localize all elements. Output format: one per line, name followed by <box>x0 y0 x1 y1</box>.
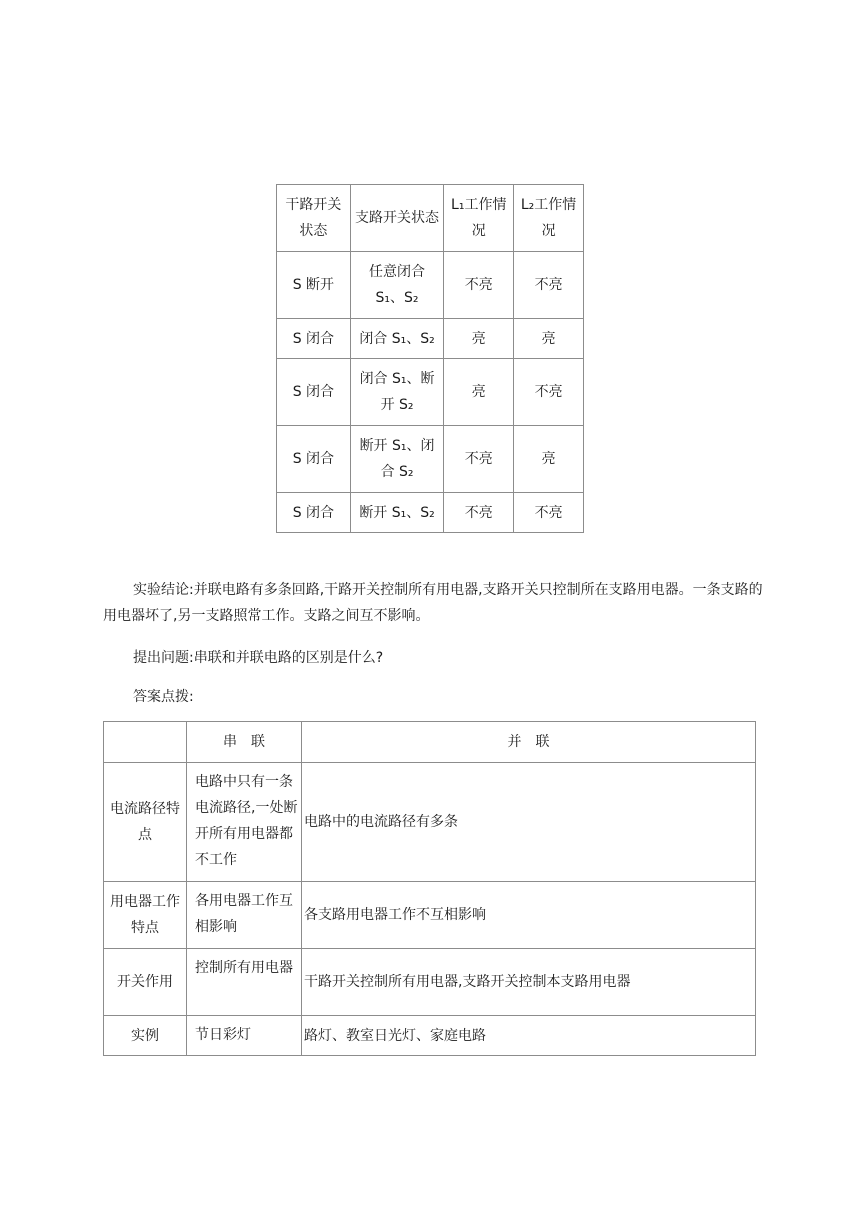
experiment-table <box>276 184 584 533</box>
table-row <box>277 426 584 493</box>
header-cell <box>104 722 187 763</box>
table-row <box>104 763 756 882</box>
header-cell: 串 联 <box>187 722 302 763</box>
question-text: 提出问题:串联和并联电路的区别是什么? <box>133 650 384 666</box>
table-row <box>277 359 584 426</box>
table-header-row <box>277 185 584 252</box>
header-cell: L₂工作情况 <box>514 185 584 252</box>
table-row <box>277 252 584 319</box>
table-cell: S 闭合 <box>277 426 351 493</box>
table-cell: 不亮 <box>514 252 584 319</box>
parallel-cell: 干路开关控制所有用电器,支路开关控制本支路用电器 <box>302 949 756 1016</box>
header-cell: L₁工作情况 <box>444 185 514 252</box>
header-cell: 支路开关状态 <box>350 185 444 252</box>
table-row <box>104 949 756 1016</box>
row-label-cell: 用电器工作特点 <box>104 882 187 949</box>
header-cell: 干路开关状态 <box>277 185 351 252</box>
table-cell: S 闭合 <box>277 359 351 426</box>
table-row <box>277 319 584 359</box>
table-cell: 亮 <box>514 426 584 493</box>
row-label-cell: 电流路径特点 <box>104 763 187 882</box>
series-cell: 控制所有用电器 <box>187 949 302 1016</box>
table-cell: 不亮 <box>444 426 514 493</box>
table-cell: 亮 <box>444 359 514 426</box>
table-row <box>104 882 756 949</box>
series-cell: 各用电器工作互相影响 <box>187 882 302 949</box>
table-cell: 断开 S₁、闭合 S₂ <box>350 426 444 493</box>
table-cell: S 闭合 <box>277 493 351 533</box>
table-cell: 闭合 S₁、S₂ <box>350 319 444 359</box>
table-cell: S 断开 <box>277 252 351 319</box>
header-cell: 并 联 <box>302 722 756 763</box>
table-cell: 不亮 <box>514 493 584 533</box>
experiment-conclusion: 实验结论:并联电路有多条回路,干路开关控制所有用电器,支路开关只控制所在支路用电器。一条支路的用电器坏了,另一支路照常工作。支路之间互不影响。 <box>103 582 763 624</box>
table-cell: 亮 <box>514 319 584 359</box>
table-row <box>104 1016 756 1056</box>
table-cell: 不亮 <box>444 493 514 533</box>
series-cell: 节日彩灯 <box>187 1016 302 1056</box>
parallel-cell: 电路中的电流路径有多条 <box>302 763 756 882</box>
table-cell: 闭合 S₁、断开 S₂ <box>350 359 444 426</box>
table-cell: 亮 <box>444 319 514 359</box>
table-cell: 任意闭合 S₁、S₂ <box>350 252 444 319</box>
row-label-cell: 开关作用 <box>104 949 187 1016</box>
table-cell: 不亮 <box>444 252 514 319</box>
row-label-cell: 实例 <box>104 1016 187 1056</box>
table-row <box>277 493 584 533</box>
answer-label: 答案点拨: <box>133 689 194 705</box>
table-cell: 断开 S₁、S₂ <box>350 493 444 533</box>
table-cell: S 闭合 <box>277 319 351 359</box>
table-header-row <box>104 722 756 763</box>
series-cell: 电路中只有一条电流路径,一处断开所有用电器都不工作 <box>187 763 302 882</box>
comparison-table <box>103 721 756 1056</box>
parallel-cell: 各支路用电器工作不互相影响 <box>302 882 756 949</box>
parallel-cell: 路灯、教室日光灯、家庭电路 <box>302 1016 756 1056</box>
table-cell: 不亮 <box>514 359 584 426</box>
